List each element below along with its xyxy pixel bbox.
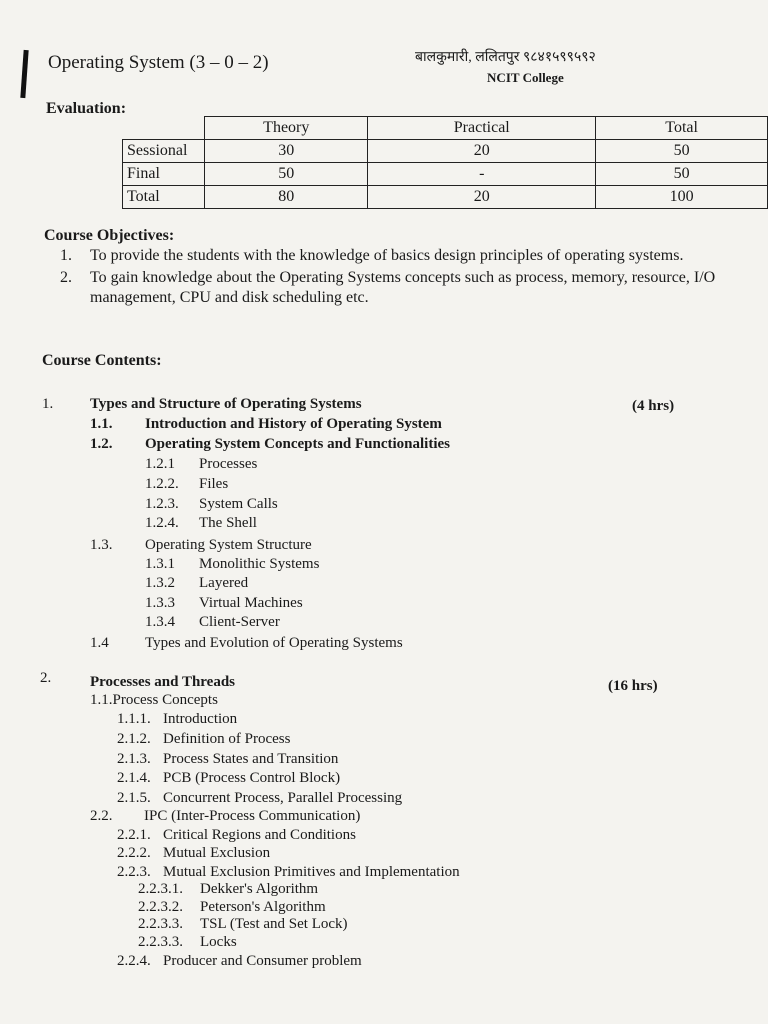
list-item [117, 731, 290, 748]
unit-hours: (16 hrs) [608, 678, 658, 694]
item-text: Critical Regions and Conditions [163, 827, 356, 843]
scan-edge-mark [20, 50, 28, 98]
item-text: IPC (Inter-Process Communication) [144, 808, 361, 824]
table-row [123, 186, 768, 209]
item-number: 1.2.4. [145, 515, 179, 531]
item-number: 1.3.3 [145, 595, 175, 611]
cell-total: 100 [596, 186, 768, 209]
item-number: 1.2.3. [145, 496, 179, 512]
list-item [90, 635, 403, 652]
item-text: Process Concepts [112, 692, 218, 708]
item-text: Mutual Exclusion [163, 845, 271, 861]
list-item [90, 808, 360, 825]
table-header-row [123, 117, 768, 140]
item-number: 1.1. [90, 692, 113, 708]
contents-heading: Course Contents: [42, 352, 162, 369]
item-text: Concurrent Process, Parallel Processing [163, 790, 403, 806]
list-item [145, 496, 278, 513]
list-item [117, 864, 460, 881]
item-text: PCB (Process Control Block) [163, 770, 341, 786]
unit-title: Types and Structure of Operating Systems [90, 396, 362, 412]
list-item [145, 575, 248, 592]
list-item [117, 953, 362, 970]
list-item [145, 456, 257, 473]
item-text: Types and Evolution of Operating Systems [145, 635, 403, 651]
item-number: 2.2.1. [117, 827, 151, 843]
unit-number: 1. [42, 396, 54, 412]
item-text: Virtual Machines [199, 595, 303, 611]
cell-theory: 50 [205, 163, 368, 186]
item-text: To gain knowledge about the Operating Systems concepts such as process, memory, resource, I/O management, CPU and disk scheduling etc. [90, 269, 716, 306]
list-item [138, 916, 348, 933]
unit-hours: (4 hrs) [632, 398, 675, 414]
item-text: Introduction and History of Operating System [145, 416, 442, 432]
item-text: To provide the students with the knowledge of basics design principles of operating systems. [90, 247, 684, 264]
item-number: 1.1. [90, 416, 113, 432]
item-number: 2.1.4. [117, 770, 151, 786]
cell-theory: 30 [205, 140, 368, 163]
item-text: Processes [199, 456, 258, 472]
list-item [117, 790, 402, 807]
item-number: 1.3.1 [145, 556, 175, 572]
item-text: System Calls [199, 496, 278, 512]
list-item [90, 537, 312, 554]
item-text: Producer and Consumer problem [163, 953, 362, 969]
table-row [123, 163, 768, 186]
item-number: 2.1.3. [117, 751, 151, 767]
cell-total: 50 [596, 140, 768, 163]
item-text: The Shell [199, 515, 257, 531]
cell-practical: - [368, 163, 596, 186]
item-number: 2.1.5. [117, 790, 151, 806]
list-item [145, 476, 228, 493]
column-header-total: Total [596, 117, 768, 140]
item-number: 1.3.4 [145, 614, 175, 630]
item-text: Process States and Transition [163, 751, 339, 767]
table-row [123, 140, 768, 163]
cell-theory: 80 [205, 186, 368, 209]
item-number: 1.4 [90, 635, 109, 651]
list-item [90, 692, 218, 709]
evaluation-label: Evaluation: [46, 100, 127, 117]
item-number: 1.1.1. [117, 711, 151, 727]
objectives-heading: Course Objectives: [44, 227, 175, 244]
list-item [138, 934, 237, 951]
item-text: Files [199, 476, 229, 492]
item-number: 2.2.2. [117, 845, 151, 861]
list-item [117, 827, 356, 844]
item-text: Layered [199, 575, 249, 591]
item-text: Locks [200, 934, 237, 950]
list-item [60, 246, 746, 266]
list-item [145, 556, 319, 573]
item-number: 1. [60, 247, 72, 264]
item-number: 2.2. [90, 808, 113, 824]
list-item [145, 595, 303, 612]
list-item [90, 436, 450, 453]
row-label: Total [123, 186, 205, 209]
item-text: Mutual Exclusion Primitives and Implementation [163, 864, 460, 880]
college-address: बालकुमारी, ललितपुर ९८४१५९९५९२ [415, 50, 596, 65]
list-item [60, 268, 746, 308]
item-number: 2.2.3. [117, 864, 151, 880]
course-title: Operating System (3 – 0 – 2) [48, 52, 269, 73]
column-header-practical: Practical [368, 117, 596, 140]
item-text: Dekker's Algorithm [200, 881, 319, 897]
item-text: Client-Server [199, 614, 280, 630]
list-item [117, 711, 237, 728]
item-number: 2.1.2. [117, 731, 151, 747]
header-right [415, 48, 596, 88]
list-item [117, 751, 338, 768]
item-number: 1.2.1 [145, 456, 175, 472]
list-item [145, 515, 257, 532]
row-label: Final [123, 163, 205, 186]
list-item [117, 770, 340, 787]
column-header-theory: Theory [205, 117, 368, 140]
cell-practical: 20 [368, 186, 596, 209]
item-number: 2.2.4. [117, 953, 151, 969]
item-text: Definition of Process [163, 731, 291, 747]
item-number: 1.2.2. [145, 476, 179, 492]
list-item [90, 416, 442, 433]
item-number: 2.2.3.2. [138, 899, 183, 915]
list-item [145, 614, 280, 631]
item-text: Operating System Concepts and Functionalities [145, 436, 451, 452]
item-text: Peterson's Algorithm [200, 899, 326, 915]
item-number: 1.3. [90, 537, 113, 553]
item-number: 2. [60, 269, 72, 286]
item-text: Operating System Structure [145, 537, 312, 553]
college-name: NCIT College [487, 70, 564, 85]
list-item [117, 845, 270, 862]
item-number: 1.3.2 [145, 575, 175, 591]
evaluation-table [122, 116, 768, 209]
list-item [138, 881, 318, 898]
cell-practical: 20 [368, 140, 596, 163]
unit-title: Processes and Threads [90, 674, 236, 690]
unit-number: 2. [40, 670, 52, 686]
item-number: 2.2.3.3. [138, 934, 183, 950]
item-number: 2.2.3.3. [138, 916, 183, 932]
table-corner-cell [123, 117, 205, 140]
item-text: TSL (Test and Set Lock) [200, 916, 348, 932]
row-label: Sessional [123, 140, 205, 163]
item-number: 1.2. [90, 436, 113, 452]
list-item [138, 899, 326, 916]
cell-total: 50 [596, 163, 768, 186]
item-text: Introduction [163, 711, 238, 727]
item-number: 2.2.3.1. [138, 881, 183, 897]
objectives-list [60, 246, 746, 310]
item-text: Monolithic Systems [199, 556, 320, 572]
